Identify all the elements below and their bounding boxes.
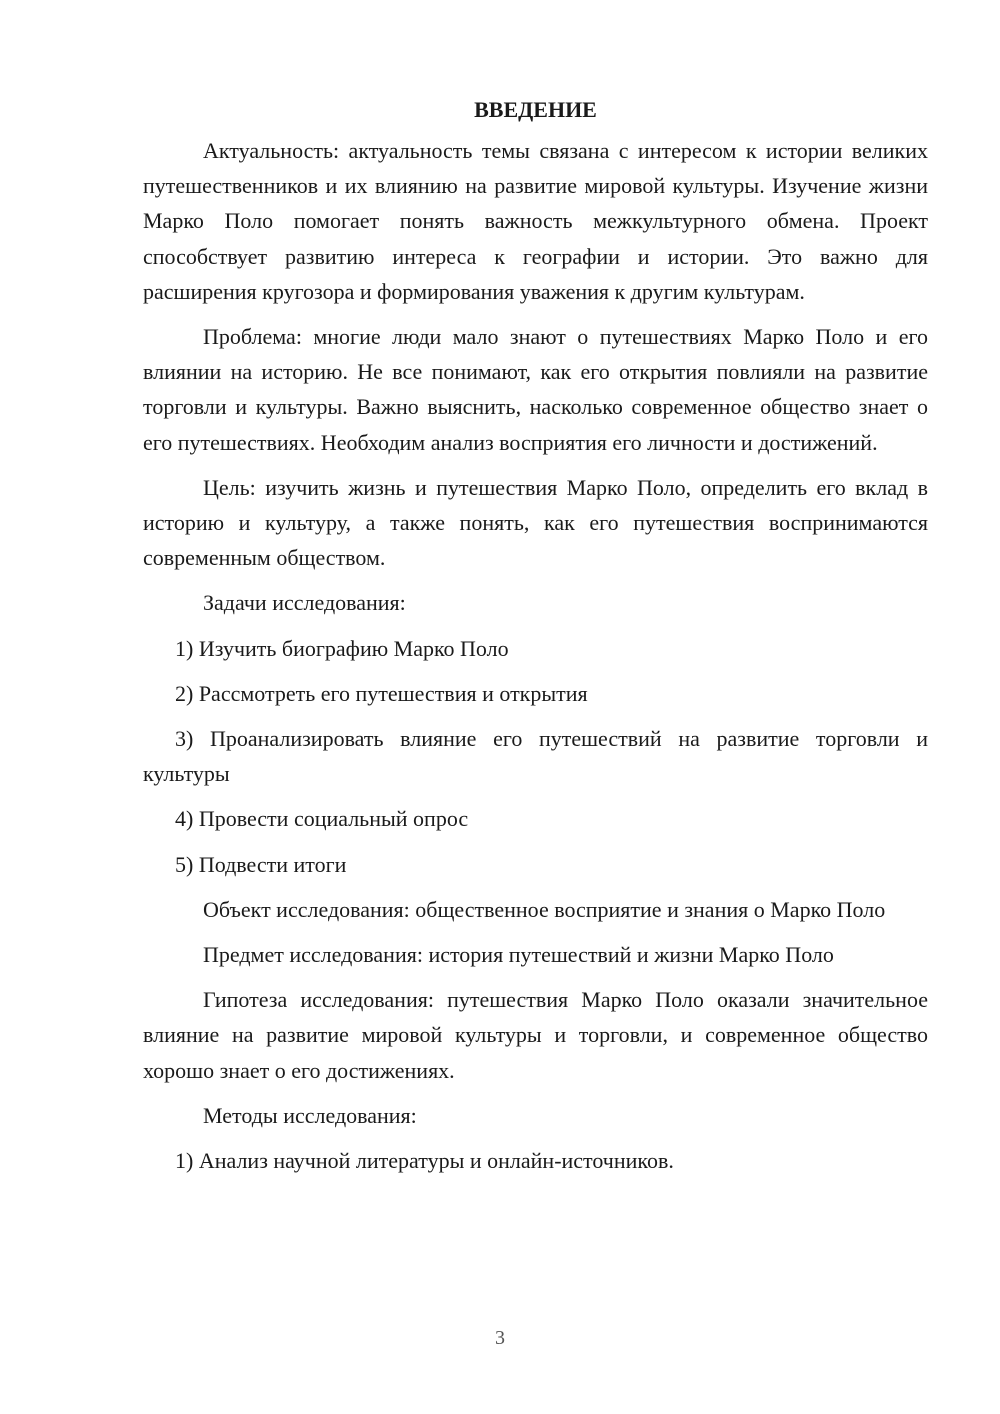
document-page xyxy=(143,92,928,1188)
list-item: 1) Анализ научной литературы и онлайн-источников. xyxy=(175,1148,674,1174)
subject-paragraph: Предмет исследования: история путешествий и жизни Марко Поло xyxy=(203,942,834,968)
list-item: 5) Подвести итоги xyxy=(175,851,347,877)
list-item: 1) Изучить биографию Марко Поло xyxy=(175,635,509,661)
list-item: 4) Провести социальный опрос xyxy=(175,806,469,832)
page-number: 3 xyxy=(495,1327,505,1349)
goal-paragraph: Цель: изучить жизнь и путешествия Марко Поло, определить его вклад в историю и культуру, а также понять, как его путешествия воспринимаются современным обществом. xyxy=(143,474,928,571)
methods-heading: Методы исследования: xyxy=(203,1102,417,1128)
list-item: 2) Рассмотреть его путешествия и открытия xyxy=(175,680,588,706)
list-item: 3) Проанализировать влияние его путешествий на развитие торговли и культуры xyxy=(143,726,928,787)
problem-paragraph: Проблема: многие люди мало знают о путешествиях Марко Поло и его влиянии на историю. Не все понимают, как его открытия повлияли на развитие торговли и культуры. Важно выяснить, насколько современное общество знает о его путешествиях. Необходим анализ восприятия его личности и достижений. xyxy=(143,324,928,455)
page-title: ВВЕДЕНИЕ xyxy=(474,97,597,122)
hypothesis-paragraph: Гипотеза исследования: путешествия Марко Поло оказали значительное влияние на развитие мировой культуры и торговли, и современное общество хорошо знает о его достижениях. xyxy=(143,987,928,1083)
relevance-paragraph: Актуальность: актуальность темы связана с интересом к истории великих путешественников и их влиянию на развитие мировой культуры. Изучение жизни Марко Поло помогает понять важность межкультурного обмена. Проект способствует развитию интереса к географии и истории. Это важно для расширения кругозора и формирования уважения к другим культурам. xyxy=(143,138,928,304)
object-paragraph: Объект исследования: общественное восприятие и знания о Марко Поло xyxy=(203,896,886,922)
tasks-heading: Задачи исследования: xyxy=(203,590,406,616)
